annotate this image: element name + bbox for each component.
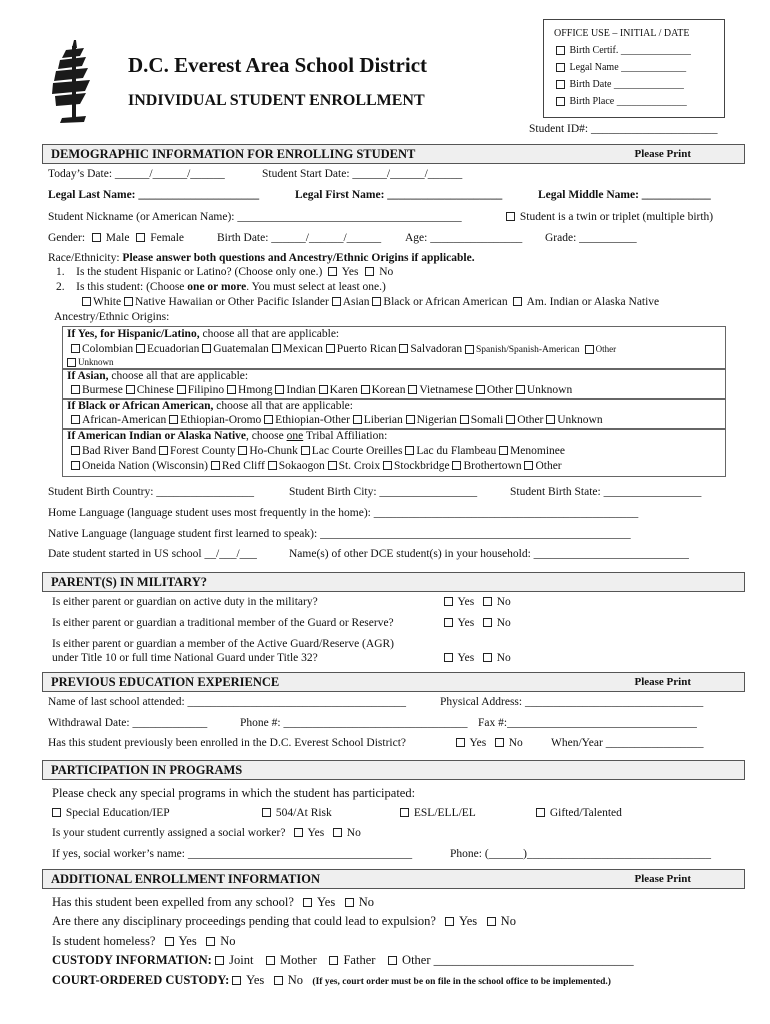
- military-q1: Is either parent or guardian on active duty in the military?: [52, 596, 318, 608]
- hisp-ecuadorian[interactable]: Ecuadorian: [136, 343, 199, 355]
- hisp-unknown[interactable]: Unknown: [67, 357, 114, 368]
- office-use-title: OFFICE USE – INITIAL / DATE: [554, 28, 690, 39]
- nickname-field[interactable]: Student Nickname (or American Name): _______________________________________: [48, 211, 462, 223]
- prev-enrolled-question: Has this student previously been enrolled in the D.C. Everest School District?: [48, 737, 407, 749]
- military-q2-options: [444, 617, 511, 629]
- other-dce-students-field[interactable]: Name(s) of other DCE student(s) in your household: ___________________________: [289, 548, 689, 560]
- tribe-ho-chunk[interactable]: Ho-Chunk: [238, 445, 298, 457]
- expelled-no[interactable]: No: [345, 895, 374, 909]
- court-ordered-row: COURT-ORDERED CUSTODY: Yes No (If yes, court order must be on file in the school office to be implemented.): [52, 973, 611, 987]
- home-language-field[interactable]: Home Language (language student uses most frequently in the home): ______________________________________________: [48, 507, 639, 519]
- programs-section-header: PARTICIPATION IN PROGRAMS: [42, 760, 745, 780]
- legal-first-name-field[interactable]: Legal First Name: ____________________: [295, 189, 503, 201]
- age-field[interactable]: Age: ________________: [405, 232, 523, 244]
- race-asian-checkbox[interactable]: Asian: [332, 296, 370, 308]
- asian-filipino[interactable]: Filipino: [177, 384, 224, 396]
- hispanic-yes-checkbox[interactable]: Yes: [325, 266, 358, 278]
- birth-date-field[interactable]: Birth Date: ______/______/______: [217, 232, 382, 244]
- hisp-salvadoran[interactable]: Salvadoran: [399, 343, 462, 355]
- social-worker-question: Is your student currently assigned a social worker? Yes No: [52, 827, 361, 839]
- court-yes[interactable]: Yes: [232, 973, 264, 987]
- custody-father[interactable]: Father: [329, 953, 375, 967]
- military-q3-yes[interactable]: Yes: [444, 652, 474, 664]
- form-title: INDIVIDUAL STUDENT ENROLLMENT: [128, 92, 425, 109]
- office-birth-place[interactable]: Birth Place ______________: [556, 96, 687, 107]
- ancestry-label: Ancestry/Ethnic Origins:: [54, 311, 170, 323]
- previous-education-header: PREVIOUS EDUCATION EXPERIENCE Please Print: [42, 672, 745, 692]
- disciplinary-yes[interactable]: Yes: [445, 914, 477, 928]
- hisp-other[interactable]: Other: [582, 344, 616, 354]
- program-esl[interactable]: ESL/ELL/EL: [400, 807, 476, 819]
- tribe-forest-county[interactable]: Forest County: [159, 445, 236, 457]
- black-other[interactable]: Other: [506, 414, 543, 426]
- hispanic-origins-box: If Yes, for Hispanic/Latino, choose all that are applicable: Colombian Ecuadorian Guatemalan Mexican Puerto Rican Salvadoran Spanish/Spanish-American Other Unknown: [62, 326, 726, 370]
- withdrawal-date-field[interactable]: Withdrawal Date: _____________: [48, 717, 208, 729]
- social-worker-name-field[interactable]: If yes, social worker’s name: _______________________________________: [52, 848, 413, 860]
- custody-joint[interactable]: Joint: [215, 953, 253, 967]
- black-somali[interactable]: Somali: [460, 414, 504, 426]
- hisp-colombian[interactable]: Colombian: [71, 343, 133, 355]
- asian-indian[interactable]: Indian: [275, 384, 315, 396]
- homeless-yes[interactable]: Yes: [165, 934, 197, 948]
- asian-origins-box: If Asian, choose all that are applicable: Burmese Chinese Filipino Hmong Indian Karen Korean Vietnamese Other Unknown: [62, 368, 726, 400]
- hispanic-question: 1. Is the student Hispanic or Latino? (Choose only one.) Yes No: [56, 266, 394, 278]
- us-school-date-field[interactable]: Date student started in US school __/___/___: [48, 548, 257, 560]
- native-language-field[interactable]: Native Language (language student first learned to speak): ______________________________________________________: [48, 528, 631, 540]
- please-print-note: Please Print: [634, 148, 691, 160]
- start-date-field[interactable]: Student Start Date: ______/______/______: [262, 168, 463, 180]
- race-instruction: Race/Ethnicity: Please answer both questions and Ancestry/Ethnic Origins if applicable.: [48, 252, 475, 264]
- program-gifted[interactable]: Gifted/Talented: [536, 807, 622, 819]
- male-checkbox[interactable]: Male: [88, 232, 130, 244]
- hispanic-no-checkbox[interactable]: No: [361, 266, 393, 278]
- homeless-no[interactable]: No: [206, 934, 235, 948]
- military-section-header: PARENT(S) IN MILITARY?: [42, 572, 745, 592]
- grade-field[interactable]: Grade: __________: [545, 232, 637, 244]
- tribe-red-cliff[interactable]: Red Cliff: [211, 460, 265, 472]
- physical-address-field[interactable]: Physical Address: _______________________________: [440, 696, 704, 708]
- office-birth-cert[interactable]: Birth Certif. ______________: [556, 45, 691, 56]
- twin-checkbox[interactable]: Student is a twin or triplet (multiple birth): [506, 211, 713, 223]
- custody-other[interactable]: Other ________________________________: [388, 953, 634, 967]
- programs-instruction: Please check any special programs in which the student has participated:: [52, 786, 416, 800]
- social-worker-yes[interactable]: Yes: [294, 827, 324, 839]
- tribe-other[interactable]: Other: [524, 460, 561, 472]
- asian-hmong[interactable]: Hmong: [227, 384, 273, 396]
- military-q1-yes[interactable]: Yes: [444, 596, 474, 608]
- prev-enrolled-yes[interactable]: Yes: [456, 737, 486, 749]
- race-black-checkbox[interactable]: Black or African American: [372, 296, 507, 308]
- military-q3-line2: under Title 10 or full time National Guard under Title 32?: [52, 652, 318, 664]
- black-unknown[interactable]: Unknown: [546, 414, 602, 426]
- expelled-question: Has this student been expelled from any school? Yes No: [52, 895, 374, 909]
- hisp-puerto-rican[interactable]: Puerto Rican: [326, 343, 397, 355]
- asian-korean[interactable]: Korean: [361, 384, 406, 396]
- tribe-brothertown[interactable]: Brothertown: [452, 460, 521, 472]
- asian-karen[interactable]: Karen: [319, 384, 358, 396]
- social-worker-no[interactable]: No: [333, 827, 361, 839]
- female-checkbox[interactable]: Female: [132, 232, 184, 244]
- military-q1-options: [444, 596, 511, 608]
- black-liberian[interactable]: Liberian: [353, 414, 403, 426]
- race-aian-checkbox[interactable]: Am. Indian or Alaska Native: [513, 296, 659, 308]
- tribe-menominee[interactable]: Menominee: [499, 445, 565, 457]
- military-q2-yes[interactable]: Yes: [444, 617, 474, 629]
- birth-country-field[interactable]: Student Birth Country: _________________: [48, 486, 255, 498]
- tribe-bad-river[interactable]: Bad River Band: [71, 445, 156, 457]
- when-year-field[interactable]: When/Year _________________: [551, 737, 704, 749]
- court-order-note: (If yes, court order must be on file in the school office to be implemented.): [312, 977, 611, 987]
- asian-unknown[interactable]: Unknown: [516, 384, 572, 396]
- office-birth-date[interactable]: Birth Date ______________: [556, 79, 684, 90]
- tribal-affiliation-box: If American Indian or Alaska Native, choose one Tribal Affiliation: Bad River Band Forest County Ho-Chunk Lac Courte Oreilles Lac du Flambeau Menominee Oneida Nation (Wisconsin) Red Cliff Sokaogon St. Croix Stockbridge Brothertown Other: [62, 428, 726, 477]
- program-sped[interactable]: Special Education/IEP: [52, 807, 170, 819]
- gender-row: Gender: Male Female: [48, 232, 185, 244]
- tribe-lac-du-flambeau[interactable]: Lac du Flambeau: [405, 445, 496, 457]
- race-options: [82, 296, 659, 308]
- office-legal-name[interactable]: Legal Name _____________: [556, 62, 686, 73]
- military-q3-no[interactable]: No: [483, 652, 511, 664]
- race-nhpi-checkbox[interactable]: Native Hawaiian or Other Pacific Islander: [124, 296, 329, 308]
- tribe-lac-courte-oreilles[interactable]: Lac Courte Oreilles: [301, 445, 403, 457]
- prev-enrolled-no[interactable]: No: [495, 737, 523, 749]
- black-origins-box: If Black or African American, choose all that are applicable: African-American Ethiopian-Oromo Ethiopian-Other Liberian Nigerian Somali Other Unknown: [62, 398, 726, 430]
- black-african-american[interactable]: African-American: [71, 414, 166, 426]
- demographic-section-header: DEMOGRAPHIC INFORMATION FOR ENROLLING STUDENT Please Print: [42, 144, 745, 164]
- disciplinary-question: Are there any disciplinary proceedings pending that could lead to expulsion? Yes No: [52, 914, 516, 928]
- disciplinary-no[interactable]: No: [487, 914, 516, 928]
- birth-state-field[interactable]: Student Birth State: _________________: [510, 486, 702, 498]
- prev-phone-field[interactable]: Phone #: ________________________________: [240, 717, 468, 729]
- last-school-field[interactable]: Name of last school attended: ______________________________________: [48, 696, 407, 708]
- military-q2-no[interactable]: No: [483, 617, 511, 629]
- hisp-spanish[interactable]: Spanish/Spanish-American: [465, 345, 579, 355]
- asian-other[interactable]: Other: [476, 384, 513, 396]
- court-no[interactable]: No: [274, 973, 303, 987]
- asian-vietnamese[interactable]: Vietnamese: [408, 384, 473, 396]
- tribe-st-croix[interactable]: St. Croix: [328, 460, 381, 472]
- social-worker-phone-field[interactable]: Phone: (______)________________________________: [450, 848, 711, 860]
- student-id-field[interactable]: Student ID#: ______________________: [529, 123, 718, 135]
- prev-enrolled-options: [456, 737, 523, 749]
- district-logo-tree-icon: [50, 38, 92, 124]
- military-q3-line1: Is either parent or guardian a member of the Active Guard/Reserve (AGR): [52, 638, 394, 650]
- race-white-checkbox[interactable]: White: [82, 296, 121, 308]
- todays-date-field[interactable]: Today’s Date: ______/______/______: [48, 168, 225, 180]
- expelled-yes[interactable]: Yes: [303, 895, 335, 909]
- hisp-mexican[interactable]: Mexican: [272, 343, 323, 355]
- birth-city-field[interactable]: Student Birth City: _________________: [289, 486, 478, 498]
- tribe-sokaogon[interactable]: Sokaogon: [268, 460, 325, 472]
- hisp-guatemalan[interactable]: Guatemalan: [202, 343, 269, 355]
- tribe-oneida[interactable]: Oneida Nation (Wisconsin): [71, 460, 208, 472]
- office-use-box: [543, 19, 725, 118]
- prev-fax-field[interactable]: Fax #:_________________________________: [478, 717, 697, 729]
- asian-chinese[interactable]: Chinese: [126, 384, 174, 396]
- custody-mother[interactable]: Mother: [266, 953, 317, 967]
- district-name: D.C. Everest Area School District: [128, 53, 428, 77]
- custody-row: CUSTODY INFORMATION: Joint Mother Father Other ________________________________: [52, 953, 634, 967]
- military-q1-no[interactable]: No: [483, 596, 511, 608]
- black-nigerian[interactable]: Nigerian: [406, 414, 457, 426]
- homeless-question: Is student homeless? Yes No: [52, 934, 236, 948]
- legal-last-name-field[interactable]: Legal Last Name: _____________________: [48, 189, 260, 201]
- tribe-stockbridge[interactable]: Stockbridge: [383, 460, 450, 472]
- additional-info-header: ADDITIONAL ENROLLMENT INFORMATION Please Print: [42, 869, 745, 889]
- military-q3-options: [444, 652, 511, 664]
- legal-middle-name-field[interactable]: Legal Middle Name: ____________: [538, 189, 711, 201]
- black-ethiopian-other[interactable]: Ethiopian-Other: [264, 414, 350, 426]
- race-question: 2. Is this student: (Choose one or more. You must select at least one.): [56, 281, 386, 293]
- black-ethiopian-oromo[interactable]: Ethiopian-Oromo: [169, 414, 261, 426]
- asian-burmese[interactable]: Burmese: [71, 384, 123, 396]
- military-q2: Is either parent or guardian a traditional member of the Guard or Reserve?: [52, 617, 394, 629]
- program-504[interactable]: 504/At Risk: [262, 807, 332, 819]
